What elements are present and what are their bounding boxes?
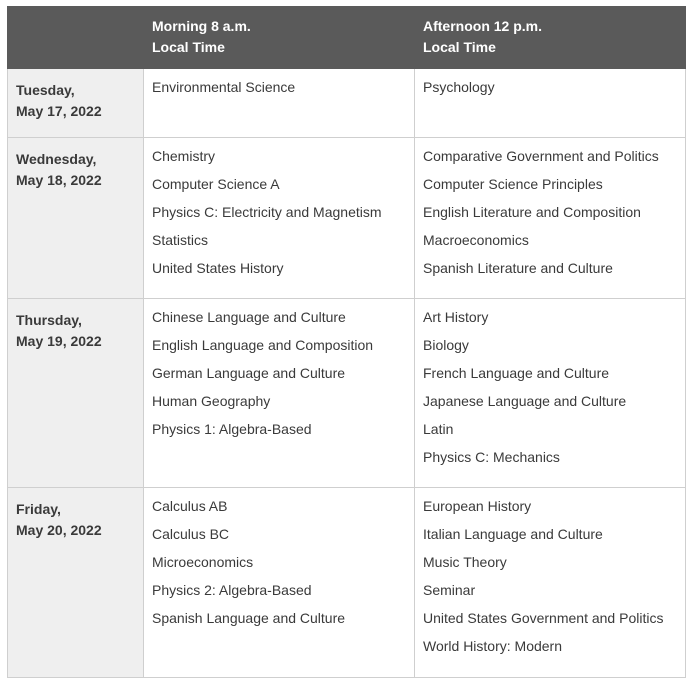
- subject: United States Government and Politics: [423, 610, 664, 626]
- subject: Japanese Language and Culture: [423, 393, 627, 409]
- day-date: May 18, 2022: [16, 172, 102, 188]
- subject: Environmental Science: [152, 79, 296, 95]
- morning-cell: [144, 299, 415, 488]
- morning-cell: [144, 488, 415, 678]
- subject: Physics C: Electricity and Magnetism: [152, 204, 382, 220]
- day-name: Friday,: [16, 501, 61, 517]
- table-row: [8, 138, 686, 299]
- table-row: [8, 69, 686, 138]
- subject: English Language and Composition: [152, 337, 374, 353]
- subject: English Literature and Composition: [423, 204, 641, 220]
- header-afternoon: [415, 7, 686, 69]
- subject: European History: [423, 498, 532, 514]
- subject: Chinese Language and Culture: [152, 309, 346, 325]
- subject: Macroeconomics: [423, 232, 529, 248]
- table-row: [8, 299, 686, 488]
- afternoon-cell: [415, 69, 686, 138]
- subject: Biology: [423, 337, 469, 353]
- subject: Statistics: [152, 232, 209, 248]
- day-cell: [8, 69, 144, 138]
- day-cell: [8, 299, 144, 488]
- morning-cell: [144, 69, 415, 138]
- afternoon-cell: [415, 299, 686, 488]
- subject: Latin: [423, 421, 454, 437]
- subject: French Language and Culture: [423, 365, 610, 381]
- day-date: May 17, 2022: [16, 103, 102, 119]
- header-row: [8, 7, 686, 69]
- header-afternoon-line1: Afternoon 12 p.m.: [423, 18, 543, 34]
- subject: Chemistry: [152, 148, 216, 164]
- day-date: May 19, 2022: [16, 333, 102, 349]
- subject: Human Geography: [152, 393, 271, 409]
- header-morning-line2: Local Time: [152, 39, 225, 55]
- header-afternoon-line2: Local Time: [423, 39, 496, 55]
- subject: Computer Science Principles: [423, 176, 603, 192]
- subject: Comparative Government and Politics: [423, 148, 659, 164]
- afternoon-cell: [415, 488, 686, 678]
- day-name: Thursday,: [16, 312, 82, 328]
- subject: Music Theory: [423, 554, 507, 570]
- morning-cell: [144, 138, 415, 299]
- table-row: [8, 488, 686, 678]
- day-date: May 20, 2022: [16, 522, 102, 538]
- subject: Physics C: Mechanics: [423, 449, 560, 465]
- exam-schedule-table: [7, 6, 686, 678]
- subject: United States History: [152, 260, 284, 276]
- subject: Seminar: [423, 582, 476, 598]
- subject: World History: Modern: [423, 638, 563, 654]
- day-cell: [8, 138, 144, 299]
- subject: Art History: [423, 309, 489, 325]
- subject: Physics 2: Algebra-Based: [152, 582, 312, 598]
- subject: Italian Language and Culture: [423, 526, 603, 542]
- header-corner: [8, 7, 144, 69]
- day-name: Wednesday,: [16, 151, 97, 167]
- subject: Physics 1: Algebra-Based: [152, 421, 312, 437]
- subject: Calculus AB: [152, 498, 228, 514]
- subject: Spanish Language and Culture: [152, 610, 346, 626]
- subject: Spanish Literature and Culture: [423, 260, 613, 276]
- subject: Computer Science A: [152, 176, 280, 192]
- day-name: Tuesday,: [16, 82, 75, 98]
- subject: Microeconomics: [152, 554, 254, 570]
- subject: Calculus BC: [152, 526, 230, 542]
- header-morning: [144, 7, 415, 69]
- day-cell: [8, 488, 144, 678]
- subject: German Language and Culture: [152, 365, 346, 381]
- subject: Psychology: [423, 79, 495, 95]
- header-morning-line1: Morning 8 a.m.: [152, 18, 251, 34]
- afternoon-cell: [415, 138, 686, 299]
